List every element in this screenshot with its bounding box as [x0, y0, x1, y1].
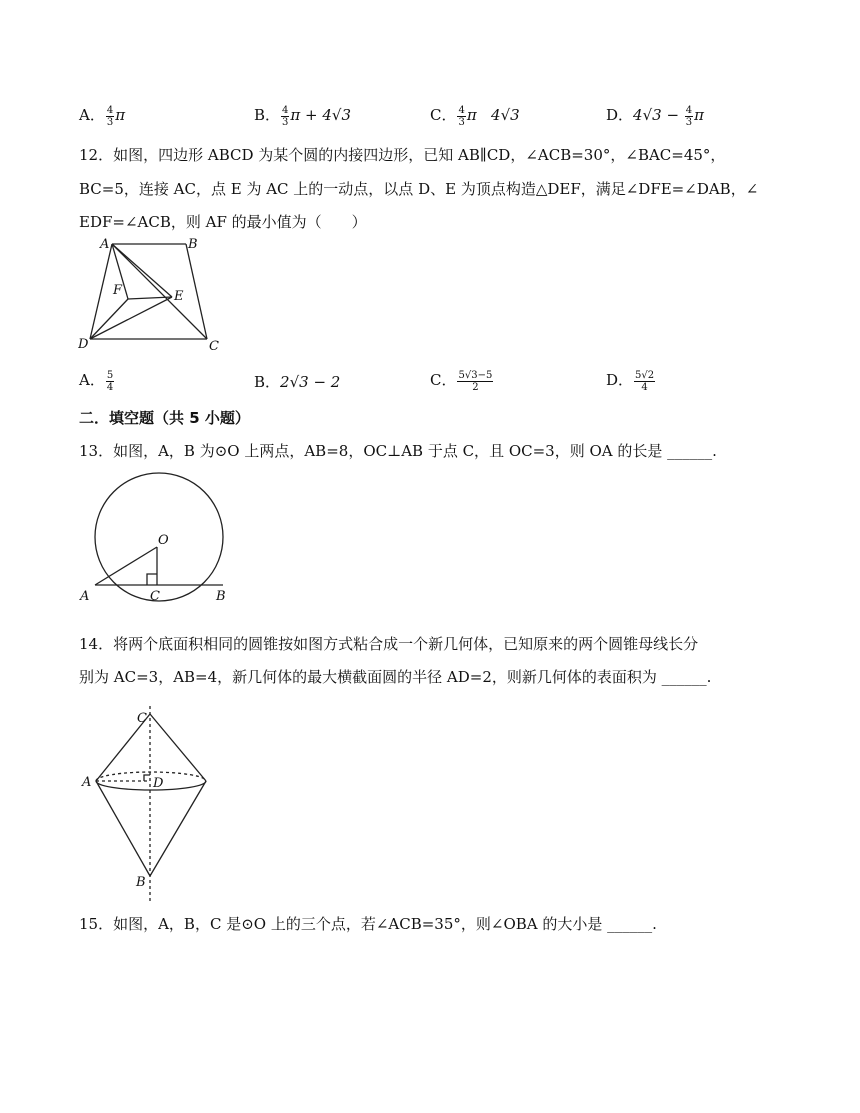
option-label: A．: [79, 106, 105, 124]
fraction-numerator: 4: [282, 104, 289, 116]
label-b: B: [136, 875, 146, 890]
label-f: F: [113, 283, 123, 298]
option-expression: 2√3 − 2: [280, 373, 341, 391]
fraction-denominator: 2: [472, 381, 479, 393]
option-expression: π: [694, 106, 705, 124]
option-label: A．: [79, 371, 105, 389]
label-b: B: [216, 589, 226, 604]
option-label: D．: [606, 106, 634, 124]
q12-trapezoid-figure: [78, 234, 228, 352]
fraction: [685, 105, 693, 128]
fraction: [634, 370, 655, 393]
fraction-denominator: 4: [641, 381, 648, 393]
fraction: [457, 370, 493, 393]
label-a: A: [82, 775, 92, 790]
q13-circle-figure: [76, 470, 246, 606]
option-label: D．: [606, 371, 634, 389]
q12-option-d: [606, 369, 656, 393]
label-a: A: [80, 589, 90, 604]
q12-line-1: 12．如图，四边形 ABCD 为某个圆的内接四边形，已知 AB∥CD，∠ACB=30°，∠BAC=45°，: [79, 146, 726, 164]
fraction: [457, 105, 465, 128]
fraction-numerator: 4: [458, 104, 465, 116]
fraction-numerator: 5√3−5: [458, 369, 493, 381]
q15-text: 15．如图，A，B，C 是⊙O 上的三个点，若∠ACB=35°，则∠OBA 的大小是 ______.: [79, 915, 657, 933]
q12-line-3: EDF=∠ACB，则 AF 的最小值为（ ）: [79, 213, 367, 231]
option-expression-head: 4√3 −: [633, 106, 684, 124]
label-d: D: [78, 337, 89, 352]
q11-option-c: [430, 104, 520, 128]
label-o: O: [158, 533, 169, 548]
q11-option-a: [79, 104, 125, 128]
option-label: B．: [254, 373, 281, 391]
fraction-denominator: 3: [458, 116, 465, 128]
ellipse-back: [96, 772, 206, 781]
q14-line-1: 14．将两个底面积相同的圆锥按如图方式粘合成一个新几何体，已知原来的两个圆锥母线长分: [79, 635, 699, 653]
option-expression: π 4√3: [466, 106, 520, 124]
q12-option-c: [430, 369, 494, 393]
q12-option-b: [254, 371, 340, 392]
fraction-denominator: 3: [685, 116, 693, 128]
q11-option-b: [254, 104, 351, 128]
ellipse-front: [96, 781, 206, 790]
fraction-numerator: 4: [106, 104, 114, 116]
fraction-denominator: 3: [106, 116, 114, 128]
label-e: E: [174, 289, 184, 304]
q14-double-cone-figure: [78, 704, 218, 906]
segment-df: [90, 299, 128, 339]
option-expression: π: [115, 106, 126, 124]
fraction: [281, 105, 289, 128]
fraction-denominator: 3: [282, 116, 289, 128]
segment-bc: [186, 244, 207, 339]
label-a: A: [100, 237, 110, 252]
fraction: [106, 370, 114, 393]
segment-oa: [95, 547, 157, 585]
right-angle-mark: [144, 775, 150, 781]
option-label: C．: [430, 106, 457, 124]
label-b: B: [188, 237, 198, 252]
q13-text: 13．如图，A，B 为⊙O 上两点，AB=8，OC⊥AB 于点 C，且 OC=3，则 OA 的长是 ______.: [79, 442, 717, 460]
option-label: B．: [254, 106, 281, 124]
section-heading: 二．填空题（共 5 小题）: [79, 409, 250, 427]
label-c: C: [137, 711, 147, 726]
option-label: C．: [430, 371, 457, 389]
fraction-numerator: 4: [685, 104, 693, 116]
segment-b-right: [150, 781, 206, 876]
label-d: D: [153, 776, 164, 791]
label-c: C: [150, 589, 160, 604]
option-expression: π + 4√3: [290, 106, 352, 124]
q14-line-2: 别为 AC=3，AB=4，新几何体的最大横截面圆的半径 AD=2，则新几何体的表面积为 ______.: [79, 668, 712, 686]
segment-da: [90, 244, 112, 339]
right-angle-mark: [147, 574, 157, 585]
q11-option-d: [606, 104, 704, 128]
q12-line-2: BC=5，连接 AC，点 E 为 AC 上的一动点，以点 D、E 为顶点构造△DEF，满足∠DFE=∠DAB，∠: [79, 180, 759, 198]
segment-ab: [96, 781, 150, 876]
fraction-denominator: 4: [106, 381, 114, 393]
fraction-numerator: 5: [106, 369, 114, 381]
fraction: [106, 105, 114, 128]
fraction-numerator: 5√2: [635, 369, 655, 381]
label-c: C: [209, 339, 219, 352]
segment-de: [90, 297, 172, 339]
segment-c-right: [150, 714, 206, 781]
q12-option-a: [79, 369, 115, 393]
